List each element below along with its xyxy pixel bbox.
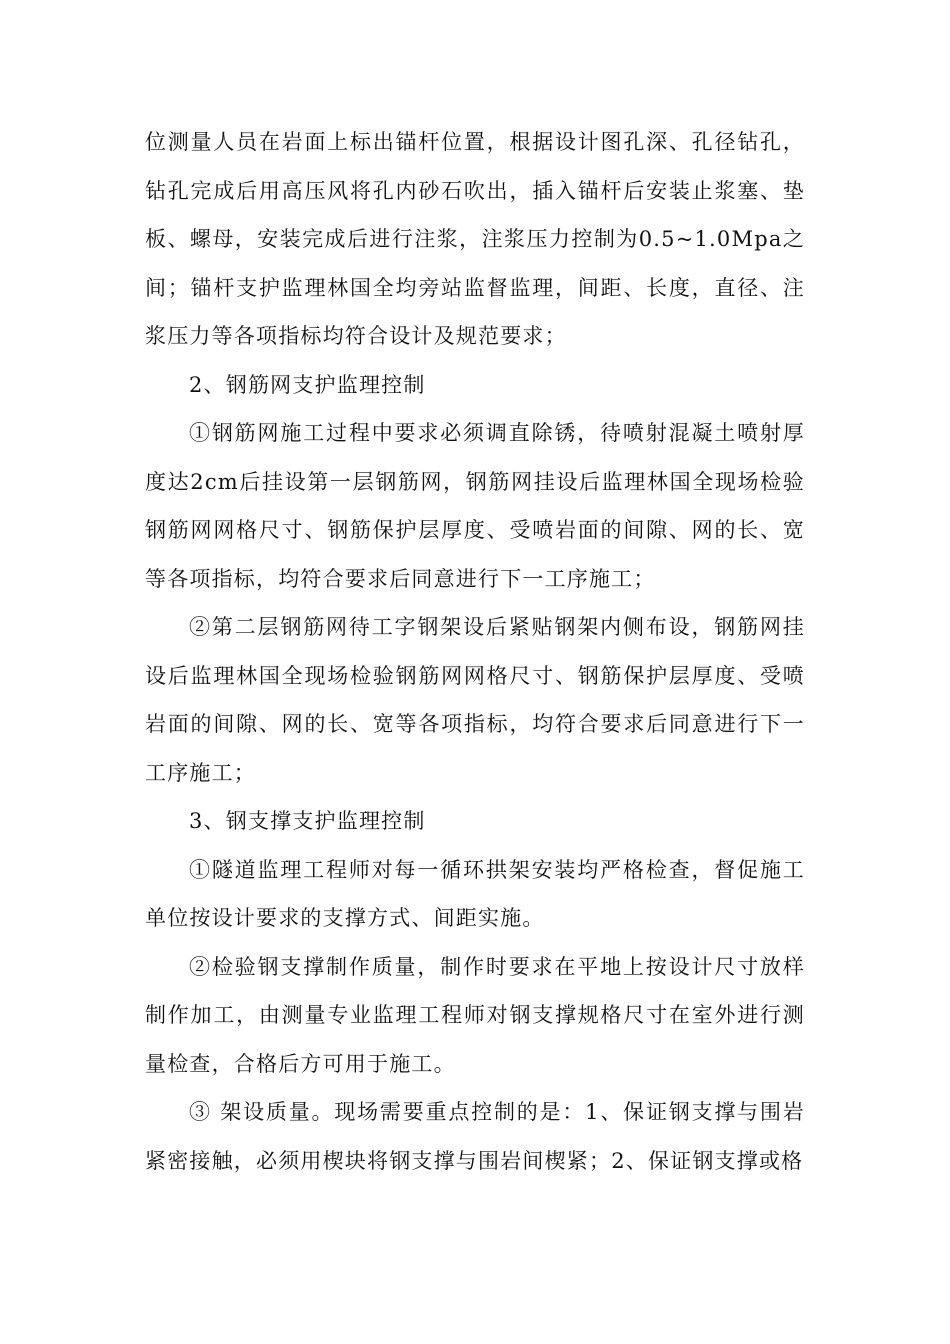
paragraph-rebar-mesh-second-layer: ②第二层钢筋网待工字钢架设后紧贴钢架内侧布设，钢筋网挂设后监理林国全现场检验钢筋网网格尺寸、钢筋保护层厚度、受喷岩面的间隙、网的长、宽等各项指标，均符合要求后同意进行下一工序施工； — [145, 615, 805, 785]
paragraph-anchor-bolt-continued: 位测量人员在岩面上标出锚杆位置，根据设计图孔深、孔径钻孔，钻孔完成后用高压风将孔内砂石吹出，插入锚杆后安装止浆塞、垫板、螺母，安装完成后进行注浆，注浆压力控制为0.5~1.0Mpa之间；锚杆支护监理林国全均旁站监督监理，间距、长度，直径、注浆压力等各项指标均符合设计及规范要求； — [145, 130, 805, 348]
paragraph-steel-support-fabrication: ②检验钢支撑制作质量，制作时要求在平地上按设计尺寸放样制作加工，由测量专业监理工程师对钢支撑规格尺寸在室外进行测量检查，合格后方可用于施工。 — [145, 954, 805, 1076]
paragraph-steel-support-inspection: ①隧道监理工程师对每一循环拱架安装均严格检查，督促施工单位按设计要求的支撑方式、间距实施。 — [145, 857, 805, 930]
section-heading-rebar-mesh: 2、钢筋网支护监理控制 — [189, 372, 426, 397]
paragraph-rebar-mesh-first-layer: ①钢筋网施工过程中要求必须调直除锈，待喷射混凝土喷射厚度达2cm后挂设第一层钢筋网，钢筋网挂设后监理林国全现场检验钢筋网网格尺寸、钢筋保护层厚度、受喷岩面的间隙、网的长、宽等各项指标，均符合要求后同意进行下一工序施工； — [145, 421, 805, 591]
paragraph-steel-support-erection: ③ 架设质量。现场需要重点控制的是：1、保证钢支撑与围岩紧密接触，必须用楔块将钢支撑与围岩间楔紧；2、保证钢支撑或格 — [145, 1100, 805, 1173]
section-heading-steel-support: 3、钢支撑支护监理控制 — [189, 809, 426, 833]
document-body — [145, 118, 805, 1185]
